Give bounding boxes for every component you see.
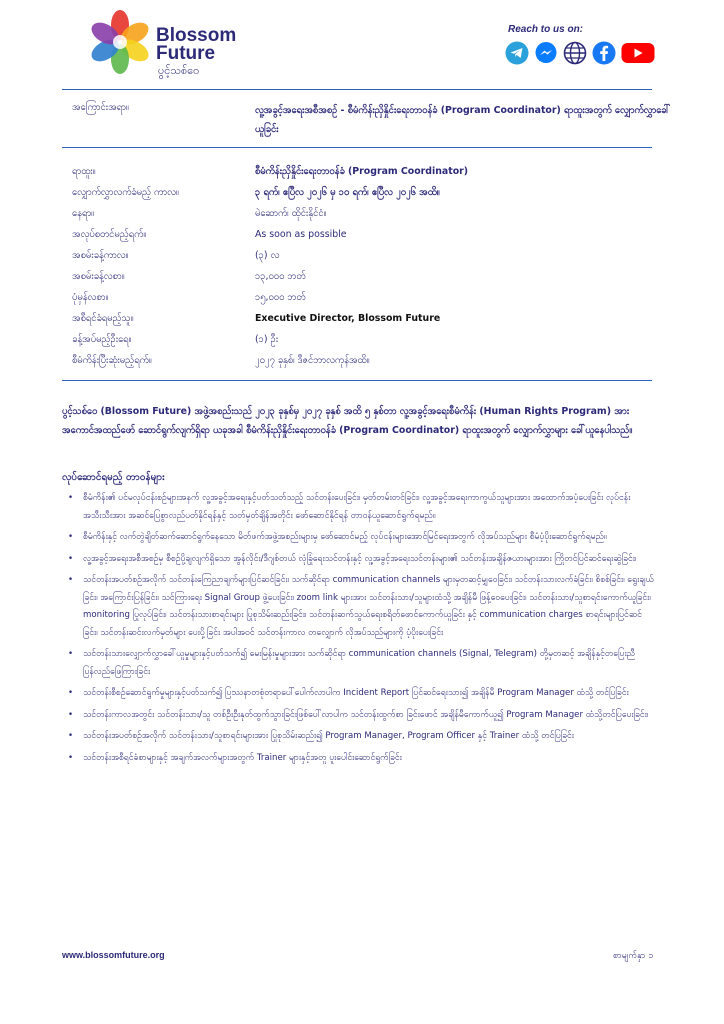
- bullet-icon: •: [68, 709, 74, 720]
- info-label: ပုံမှန်လစာ။: [72, 292, 109, 303]
- bullet-icon: •: [68, 649, 74, 659]
- bullet-icon: •: [68, 752, 74, 763]
- info-value-positions-count: (၁) ဦး: [255, 334, 279, 345]
- logo-subtitle: ပွင့်သစ်ဝေ: [158, 64, 200, 77]
- list-item: [66, 529, 656, 547]
- duties-heading: လုပ်ဆောင်ရမည့် တာဝန်များ: [62, 472, 165, 483]
- footer-website-link[interactable]: www.blossomfuture.org: [62, 950, 165, 960]
- list-item: [66, 551, 656, 569]
- duty-text: လူ့အခွင့်အရေးအစီအစဉ်မှ စီစဉ်ပို့ချလျက်ရှိသော အွန်လိုင်း/ဒီဂျစ်တယ် လုံခြုံရေးသင်တန်းနှင့် လူ့အခွင့်အရေးသင်တန်းများ၏ သင်တန်းအချိန်ဇယားများအား ကြိုတင်ပြင်ဆင်ရေးဆွဲခြင်း၊: [83, 553, 637, 564]
- list-item: [66, 750, 656, 768]
- info-value-regular-salary: ၁၅,၀၀၀ ဘတ်: [255, 292, 306, 303]
- duty-text: စီမံကိန်းနှင့် လက်တွဲချိတ်ဆက်ဆောင်ရွက်နေသော မိတ်ဖက်အဖွဲ့အစည်းများမှ ဖော်ဆောင်မည့် လုပ်ငန်းများအောင်မြင်ရေးအတွက် လိုအပ်သည်များ စီမံပံ့ပိုးဆောင်ရွက်ရမည်။: [83, 532, 607, 542]
- list-item: [66, 728, 656, 746]
- duty-text: သင်တန်းအပတ်စဉ်အလိုက် သင်တန်းသား/သူစာရင်းများအား ပြုစုသိမ်းဆည်း၍ Program Manager, Program Officer နှင့် Trainer ထံသို့ တင်ပြခြင်း: [83, 731, 574, 741]
- divider-subject: [62, 147, 652, 148]
- duties-list: [66, 490, 656, 771]
- bullet-icon: •: [68, 575, 74, 585]
- duty-text: သင်တန်းစီစဉ်ဆောင်ရွက်မှုများနှင့်ပတ်သက်၍ ပြဿနာတစုံတရာပေါ်ပေါက်လာပါက Incident Report ပြင်ဆင်ရေးသား၍ အချိန်မီ Program Manager ထံသို့ တင်ပြခြင်း: [83, 688, 629, 698]
- info-label: အလုပ်စတင်မည့်ရက်။: [72, 229, 147, 240]
- duty-text: စီမံကိန်း၏ ပင်မလုပ်ငန်းစဉ်များအနက် လူ့အခွင့်အရေးနှင့်ပတ်သတ်သည့် သင်တန်းပေးခြင်း၊ မှတ်တမ်းတင်ခြင်း၊ လူ့အခွင့်အရေးကာကွယ်သူများအား အထောက်အပံ့ပေးခြင်း လုပ်ငန်းအသီးသီးအား အဆင်ပြေစွာလည်ပတ်နိုင်ရန်နှင့် သတ်မှတ်ချိန်အတိုင်း ဖော်ဆောင်နိုင်ရန် တာဝန်ယူဆောင်ရွက်ရမည်။: [83, 493, 631, 521]
- logo-text-future: Future: [156, 43, 216, 64]
- info-value-start-date: As soon as possible: [255, 229, 347, 240]
- list-item: [66, 646, 656, 681]
- duty-text: သင်တန်းအပတ်စဉ်အလိုက် သင်တန်းကြေညာချက်များပြင်ဆင်ခြင်း၊ သက်ဆိုင်ရာ communication channels များမှတဆင့်မျှဝေခြင်း၊ သင်တန်းသားလက်ခံခြင်း၊ စိစစ်ခြင်း၊ ရွေးချယ်ခြင်း၊ အကြောင်းပြန်ခြင်း၊ သင်ကြားရေး Signal Group ဖွဲ့ပေးခြင်း၊ zoom link များအား သင်တန်းသား/သူများထံသို့ အချိန်မီ ဖြန့်ဝေပေးခြင်း၊ သင်တန်းသား/သူစာရင်းကောက်ယူခြင်း၊ monitoring ပြုလုပ်ခြင်း၊ သင်တန်းသားစာရင်းများ ပြုစုသိမ်းဆည်းခြင်း၊ သင်တန်းဆက်သွယ်ရေးစရိတ်ဖောင်ကောက်ယူခြင်း နှင့် communication charges စာရင်းများပြင်ဆင်ခြင်း၊ သင်တန်းဆင်းလက်မှတ်များ ပေးပို့ခြင်း အပါအဝင် သင်တန်းကာလ တလျှောက် လိုအပ်သည်များကို ပံ့ပိုးပေးခြင်း: [83, 575, 654, 638]
- reach-label: Reach to us on:: [508, 24, 584, 35]
- duty-text: သင်တန်းသားလျှောက်လွှာခေါ်ယူမှုများနှင့်ပတ်သက်၍ မေးမြန်းမှုများအား သက်ဆိုင်ရာ communication channels (Signal, Telegram) တို့မှတဆင့် အချိန်နှင့်တပြေးညီ ပြန်လည်ဖြေကြားခြင်း: [83, 649, 635, 677]
- messenger-icon[interactable]: [534, 41, 558, 65]
- info-label: အစမ်းခန့်ကာလ။: [72, 250, 129, 261]
- blossom-future-logo: [88, 10, 258, 82]
- list-item: [66, 490, 656, 525]
- telegram-icon[interactable]: [505, 41, 529, 65]
- info-value-location: မဲဆောက်၊ ထိုင်းနိုင်ငံ။: [255, 208, 327, 219]
- facebook-icon[interactable]: [592, 41, 616, 65]
- divider-info: [62, 380, 652, 381]
- subject-value: လူ့အခွင့်အရေးအစီအစဉ် - စီမံကိန်းညှိနှိုင်းရေးတာဝန်ခံ (Program Coordinator) ရာထူးအတွက် လျှောက်လွှာခေါ်ယူခြင်း: [255, 105, 671, 135]
- info-label: စီမံကိန်းပြီးဆုံးမည့်ရက်။: [72, 355, 152, 366]
- info-value-application-period: ၃ ရက်၊ ဧပြီလ ၂၀၂၆ မှ ၁၀ ရက်၊ ဧပြီလ ၂၀၂၆ အထိ။: [255, 187, 440, 198]
- info-value-position: စီမံကိန်းညှိနှိုင်းရေးတာဝန်ခံ (Program Coordinator): [255, 166, 469, 177]
- info-label: အစီရင်ခံရမည့်သူ။: [72, 313, 134, 324]
- duty-text: သင်တန်းအစီရင်ခံစာများနှင့် အချက်အလက်များအတွက် Trainer များနှင့်အတူ ပူးပေါင်းဆောင်ရွက်ခြင်း: [83, 752, 402, 763]
- intro-paragraph: ပွင့်သစ်ဝေ (Blossom Future) အဖွဲ့အစည်းသည် ၂၀၂၃ ခုနှစ်မှ ၂၀၂၇ ခုနှစ် အထိ ၅ နှစ်တာ လူ့အခွင့်အရေးစီမံကိန်း (Human Rights Program) အား အကောင်အထည်ဖော် ဆောင်ရွက်လျက်ရှိရာ ယခုအခါ စီမံကိန်းညှိနှိုင်းရေးတာဝန်ခံ (Program Coordinator) ရာထူးအတွက် လျှောက်လွှာများ ခေါ်ယူနေပါသည်။: [62, 406, 633, 436]
- bullet-icon: •: [68, 688, 74, 698]
- list-item: [66, 572, 656, 642]
- divider-top: [62, 89, 652, 90]
- logo-text-blossom: Blossom: [156, 25, 237, 46]
- list-item: [66, 707, 656, 725]
- page-number: စာမျက်နှာ ၁: [613, 951, 654, 961]
- info-label: ရာထူး။: [72, 166, 96, 177]
- info-label: အစမ်းခန့်လစာ။: [72, 271, 125, 282]
- bullet-icon: •: [68, 731, 74, 741]
- info-value-probation-salary: ၁၃,၀၀၀ ဘတ်: [255, 271, 306, 282]
- info-value-program-end: ၂၀၂၇ ခုနှစ်၊ ဒီဇင်ဘာလကုန်အထိ။: [255, 355, 370, 366]
- info-value-reports-to: Executive Director, Blossom Future: [255, 313, 441, 324]
- flower-logo-icon: [88, 10, 152, 74]
- social-links: [505, 40, 655, 66]
- duty-text: သင်တန်းကာလအတွင်း သင်တန်းသား/သူ တစ်ဦးဦးနုတ်ထွက်သွားခြင်းဖြစ်ပေါ်လာပါက သင်တန်းထွက်စာ ခြင်းဖောင် အချိန်မီကောက်ယူ၍ Program Manager ထံသို့တင်ပြပေးခြင်း၊: [83, 709, 649, 720]
- bullet-icon: •: [68, 532, 74, 542]
- web-globe-icon[interactable]: [563, 41, 587, 65]
- bullet-icon: •: [68, 553, 74, 564]
- bullet-icon: •: [68, 493, 74, 503]
- subject-label: အကြောင်းအရာ။: [72, 102, 129, 113]
- youtube-icon[interactable]: [621, 41, 655, 65]
- list-item: [66, 685, 656, 703]
- info-label: လျှောက်လွှာလက်ခံမည့် ကာလ။: [72, 187, 179, 198]
- info-label: နေရာ။: [72, 208, 95, 219]
- info-value-probation-period: (၃) လ: [255, 250, 280, 261]
- info-label: ခန့်အပ်မည့်ဦးရေ။: [72, 334, 132, 345]
